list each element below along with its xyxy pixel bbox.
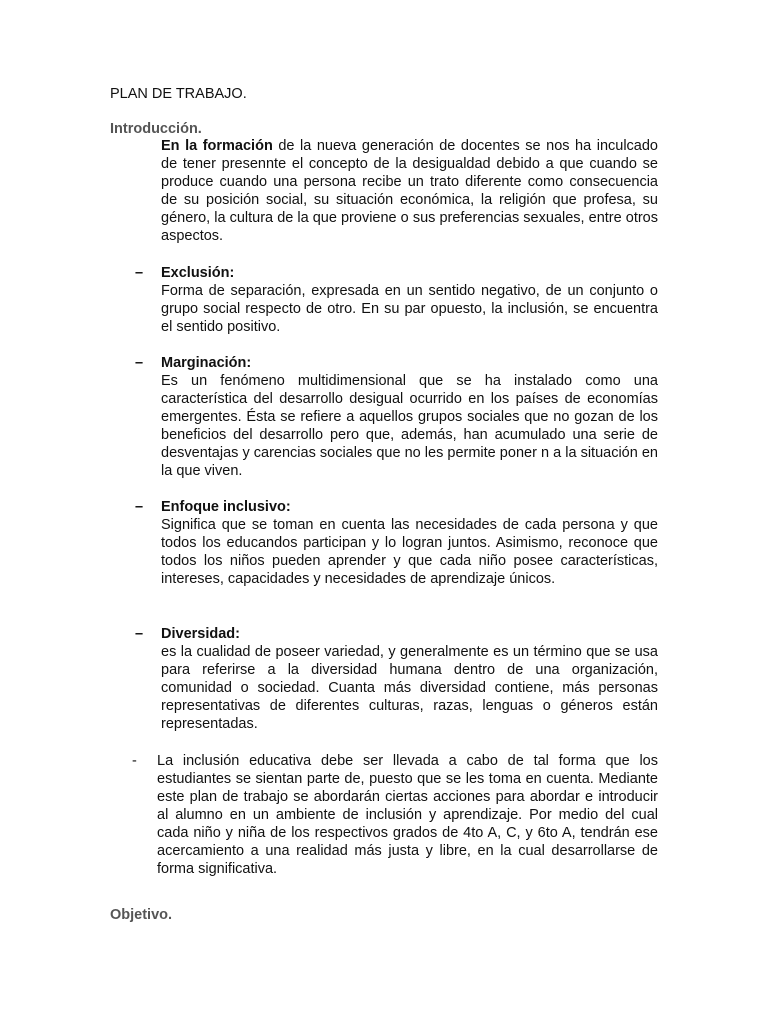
term-bullet: – [135, 355, 144, 371]
term-enfoque-inclusivo: Enfoque inclusivo: [161, 499, 291, 515]
note-bullet: - [132, 753, 137, 769]
term-bullet: – [135, 499, 144, 515]
document-title: PLAN DE TRABAJO. [110, 86, 247, 102]
objective-heading: Objetivo. [110, 907, 173, 923]
term-exclusion: Exclusión: [161, 265, 235, 281]
term-diversidad: Diversidad: [161, 626, 240, 642]
inclusion-note-paragraph: La inclusión educativa debe ser llevada a cabo de tal forma que los estudiantes se sientan parte de, puesto que se les toma en cuenta. Mediante este plan de trabajo se abordarán ciertas acciones para abordar e introducir al alumno en un ambiente de inclusión y aprendizaje. Por medio del cual cada niño y niña de los respectivos grados de 4to A, C, y 6to A, tendrán ese acercamiento a una realidad más justa y libre, en la cual desarrollarse de forma significativa. [157, 753, 658, 877]
introduction-text: de la nueva generación de docentes se nos ha inculcado de tener presennte el concepto de la desigualdad debido a que cuando se produce cuando una persona recibe un trato diferente como consecuencia de su posición social, su situación económica, la religión que profesa, su género, la cultura de la que proviene o sus preferencias sexuales, entre otros aspectos. [161, 138, 658, 244]
term-bullet: – [135, 626, 144, 642]
term-marginacion: Marginación: [161, 355, 252, 371]
definition-marginacion: Es un fenómeno multidimensional que se ha instalado como una característica del desarrollo desigual ocurrido en los países de economías emergentes. Ésta se refiere a aquellos grupos sociales que no gozan de los beneficios del desarrollo pero que, además, han acumulado una serie de desventajas y carencias sociales que no les permite poner n a la situación en la que viven. [161, 373, 658, 479]
definition-exclusion: Forma de separación, expresada en un sentido negativo, de un conjunto o grupo social respecto de otro. En su par opuesto, la inclusión, se encuentra el sentido positivo. [161, 283, 658, 335]
introduction-paragraph [161, 137, 658, 245]
introduction-lead: En la formación [161, 138, 273, 154]
definition-diversidad: es la cualidad de poseer variedad, y generalmente es un término que se usa para referirse a la diversidad humana dentro de una organización, comunidad o sociedad. Cuanta más diversidad contiene, más personas representativas de diferentes culturas, razas, lenguas o géneros están representadas. [161, 644, 658, 732]
definition-enfoque-inclusivo: Significa que se toman en cuenta las necesidades de cada persona y que todos los educandos participan y lo logran juntos. Asimismo, reconoce que todos los niños pueden aprender y que cada niño posee características, intereses, capacidades y necesidades de aprendizaje únicos. [161, 517, 658, 587]
term-bullet: – [135, 265, 144, 281]
introduction-heading: Introducción. [110, 121, 202, 137]
